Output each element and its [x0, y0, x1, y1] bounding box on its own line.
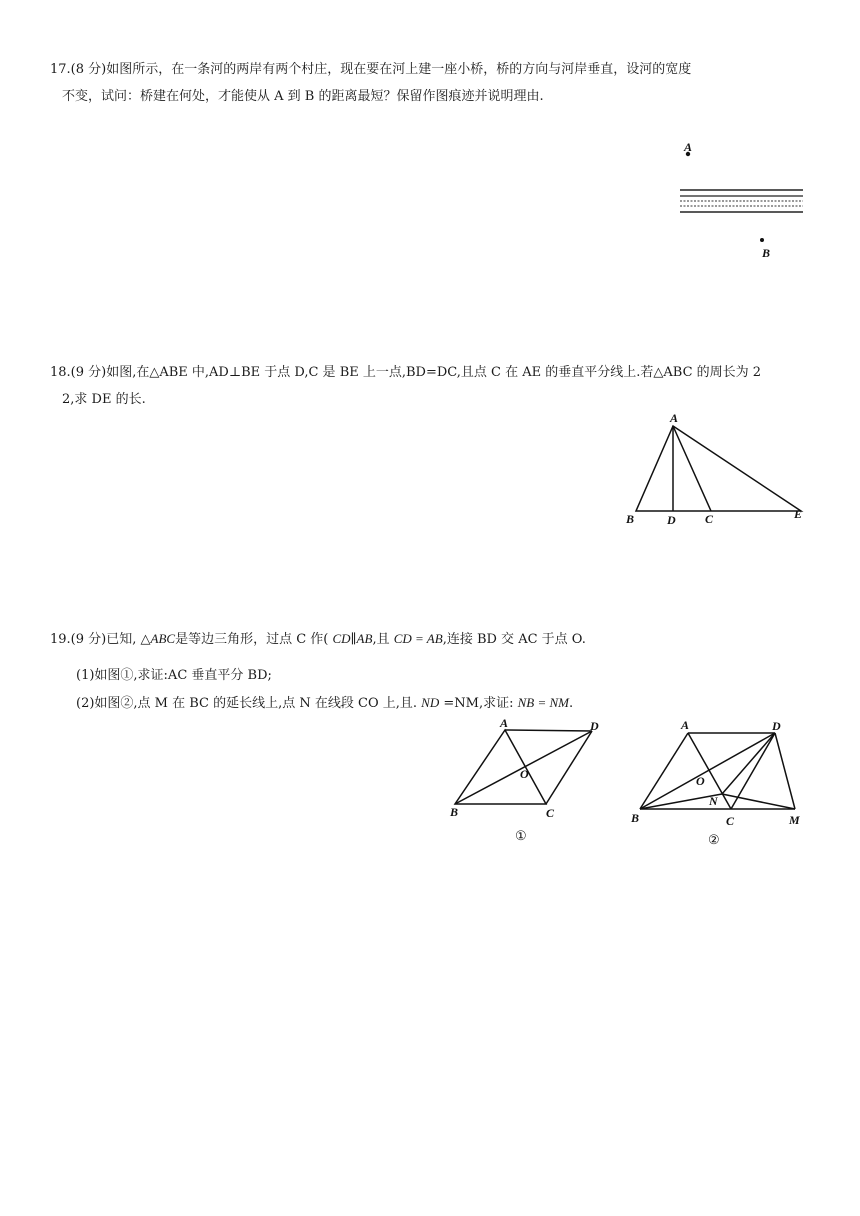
fig1-point-a-label: A [500, 716, 509, 730]
q19-intro-text-b: 是等边三角形，过点 C 作( [175, 632, 333, 647]
fig2-point-b-label: B [631, 811, 640, 825]
segment-ab [640, 733, 688, 809]
q19-part2-text-b: =NM,求证: [439, 696, 518, 711]
q19-part2-math-nbnm: NB = NM [517, 695, 569, 710]
segment-bd [640, 733, 775, 809]
q19-part2-text-c: . [568, 696, 574, 711]
fig1-point-c-label: C [546, 806, 555, 820]
fig2-point-n-label: N [709, 794, 718, 808]
q19-intro-text-d: ,连接 BD 交 AC 于点 O. [442, 632, 586, 647]
q19-part2-math-nd: ND [421, 695, 440, 710]
q19-intro-text-a: 19.(9 分)已知, [50, 632, 141, 647]
q18-text-line1: 18.(9 分)如图,在△ABE 中,AD⊥BE 于点 D,C 是 BE 上一点,BD=DC,且点 C 在 AE 的垂直平分线上.若△ABC 的周长为 2 [50, 365, 762, 380]
q17-text-line1: 17.(8 分)如图所示，在一条河的两岸有两个村庄，现在要在河上建一座小桥，桥的方向与河岸垂直，设河的宽度 [50, 62, 692, 77]
point-d-label: D [667, 513, 676, 527]
segment-ad [505, 730, 592, 731]
point-c-label: C [705, 512, 714, 526]
fig1-caption: ① [515, 828, 527, 843]
q19-intro-math-parallel: CD∥AB [332, 631, 373, 646]
triangle-abe [636, 426, 801, 511]
q19-intro-math-equal: CD = AB [393, 631, 443, 646]
village-a-label: A [684, 140, 693, 154]
fig1-point-b-label: B [450, 805, 459, 819]
point-e-label: E [794, 507, 803, 521]
segment-cd [546, 731, 592, 804]
point-b-label: B [626, 512, 635, 526]
village-b-label: B [762, 246, 771, 260]
q19-part2-text-a: (2)如图②,点 M 在 BC 的延长线上,点 N 在线段 CO 上,且. [76, 696, 422, 711]
q18-triangle-figure [620, 410, 820, 530]
q17-text-line2: 不变，试问：桥建在何处，才能使从 A 到 B 的距离最短？保留作图痕迹并说明理由. [62, 89, 544, 104]
fig2-point-m-label: M [789, 813, 800, 827]
village-b-point [760, 238, 764, 242]
triangle-abc [455, 730, 546, 804]
q17-river-figure [670, 135, 820, 265]
fig2-caption: ② [708, 832, 720, 847]
fig1-point-d-label: D [590, 719, 599, 733]
q19-intro [50, 625, 586, 653]
q19-intro-text-c: ,且 [372, 632, 394, 647]
point-a-label: A [670, 411, 679, 425]
segment-nd [722, 733, 775, 794]
fig2-point-a-label: A [681, 718, 690, 732]
segment-dm [775, 733, 795, 809]
fig2-point-o-label: O [696, 774, 705, 788]
q19-intro-math-abc: △ABC [140, 631, 176, 646]
fig2-point-c-label: C [726, 814, 735, 828]
q19-figure-1 [440, 712, 610, 852]
fig2-point-d-label: D [772, 719, 781, 733]
q18-text-line2: 2,求 DE 的长. [62, 392, 146, 407]
q19-figure-2 [625, 712, 825, 852]
q19-part1: (1)如图①,求证:AC 垂直平分 BD; [76, 668, 272, 683]
fig1-point-o-label: O [520, 767, 529, 781]
